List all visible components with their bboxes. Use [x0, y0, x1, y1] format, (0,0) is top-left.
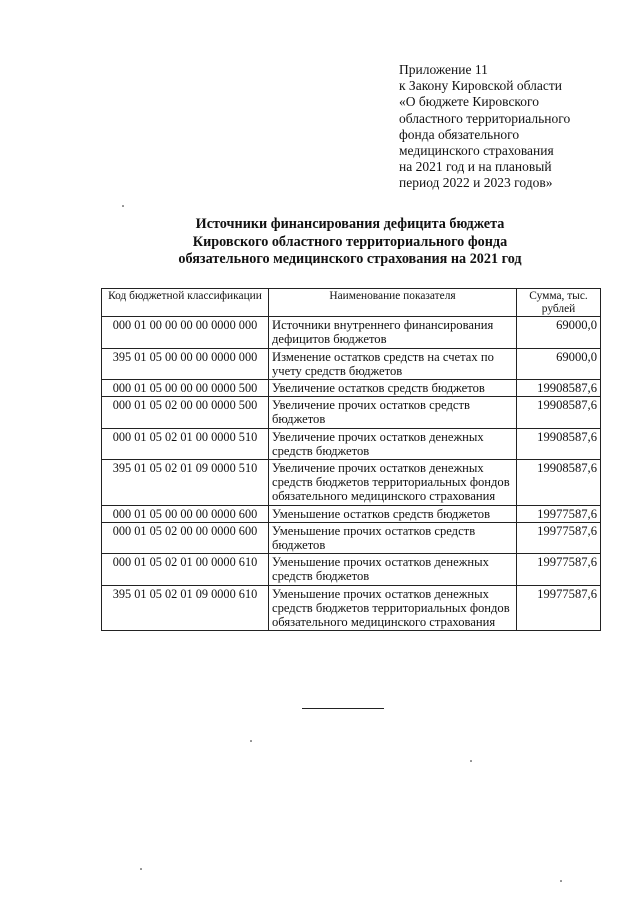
cell-name: Увеличение прочих остатков денежных средств бюджетов — [269, 428, 517, 459]
cell-code: 000 01 00 00 00 00 0000 000 — [102, 317, 269, 348]
cell-sum: 19977587,6 — [517, 585, 601, 631]
table-header-row — [102, 289, 601, 317]
cell-sum: 19908587,6 — [517, 428, 601, 459]
cell-sum: 19977587,6 — [517, 505, 601, 522]
cell-name: Уменьшение прочих остатков денежных средств бюджетов территориальных фондов обязательного медицинского страхования — [269, 585, 517, 631]
table-row — [102, 317, 601, 348]
appendix-line: на 2021 год и на плановый — [399, 159, 552, 175]
table-row — [102, 554, 601, 585]
appendix-line: фонда обязательного — [399, 126, 520, 142]
closing-rule — [302, 708, 384, 709]
cell-code: 000 01 05 02 00 00 0000 600 — [102, 522, 269, 553]
cell-sum: 19908587,6 — [517, 380, 601, 397]
cell-code: 395 01 05 00 00 00 0000 000 — [102, 348, 269, 379]
cell-sum: 69000,0 — [517, 348, 601, 379]
cell-sum: 19977587,6 — [517, 522, 601, 553]
cell-name: Уменьшение прочих остатков средств бюджетов — [269, 522, 517, 553]
cell-name: Уменьшение остатков средств бюджетов — [269, 505, 517, 522]
scan-speck — [250, 740, 252, 742]
cell-sum: 19977587,6 — [517, 554, 601, 585]
scan-speck — [470, 760, 472, 762]
cell-code: 000 01 05 02 01 00 0000 510 — [102, 428, 269, 459]
cell-name: Уменьшение прочих остатков денежных средств бюджетов — [269, 554, 517, 585]
table-row — [102, 505, 601, 522]
table-row — [102, 585, 601, 631]
appendix-line: период 2022 и 2023 годов» — [399, 175, 553, 191]
table-row — [102, 522, 601, 553]
title-line: Кировского областного территориального фонда — [192, 233, 508, 250]
cell-code: 000 01 05 02 01 00 0000 610 — [102, 554, 269, 585]
table-row — [102, 460, 601, 506]
cell-code: 000 01 05 00 00 00 0000 500 — [102, 380, 269, 397]
budget-sources-table — [101, 288, 601, 631]
table-row — [102, 380, 601, 397]
document-title — [100, 216, 600, 269]
appendix-line: «О бюджете Кировского — [399, 94, 540, 110]
scan-speck — [140, 868, 142, 870]
cell-name: Источники внутреннего финансирования дефицитов бюджетов — [269, 317, 517, 348]
scan-speck — [122, 205, 124, 207]
header-name: Наименование показателя — [269, 289, 517, 317]
cell-name: Увеличение остатков средств бюджетов — [269, 380, 517, 397]
appendix-line: медицинского страхования — [399, 143, 554, 159]
table-row — [102, 428, 601, 459]
cell-sum: 69000,0 — [517, 317, 601, 348]
appendix-line: областного территориального — [399, 110, 571, 126]
cell-name: Увеличение прочих остатков средств бюджетов — [269, 397, 517, 428]
cell-code: 000 01 05 02 00 00 0000 500 — [102, 397, 269, 428]
cell-name: Изменение остатков средств на счетах по учету средств бюджетов — [269, 348, 517, 379]
header-code: Код бюджетной классификации — [102, 289, 269, 317]
scan-speck — [560, 880, 562, 882]
table-row — [102, 397, 601, 428]
header-sum: Сумма, тыс. рублей — [517, 289, 601, 317]
title-line: обязательного медицинского страхования на 2021 год — [178, 251, 522, 267]
appendix-note — [399, 62, 631, 192]
cell-code: 395 01 05 02 01 09 0000 610 — [102, 585, 269, 631]
appendix-line: Приложение 11 — [399, 62, 488, 77]
cell-code: 395 01 05 02 01 09 0000 510 — [102, 460, 269, 506]
cell-code: 000 01 05 00 00 00 0000 600 — [102, 505, 269, 522]
cell-sum: 19908587,6 — [517, 397, 601, 428]
title-line: Источники финансирования дефицита бюджета — [195, 216, 505, 232]
appendix-line: к Закону Кировской области — [399, 78, 563, 94]
cell-name: Увеличение прочих остатков денежных средств бюджетов территориальных фондов обязательного медицинского страхования — [269, 460, 517, 506]
cell-sum: 19908587,6 — [517, 460, 601, 506]
table-row — [102, 348, 601, 379]
